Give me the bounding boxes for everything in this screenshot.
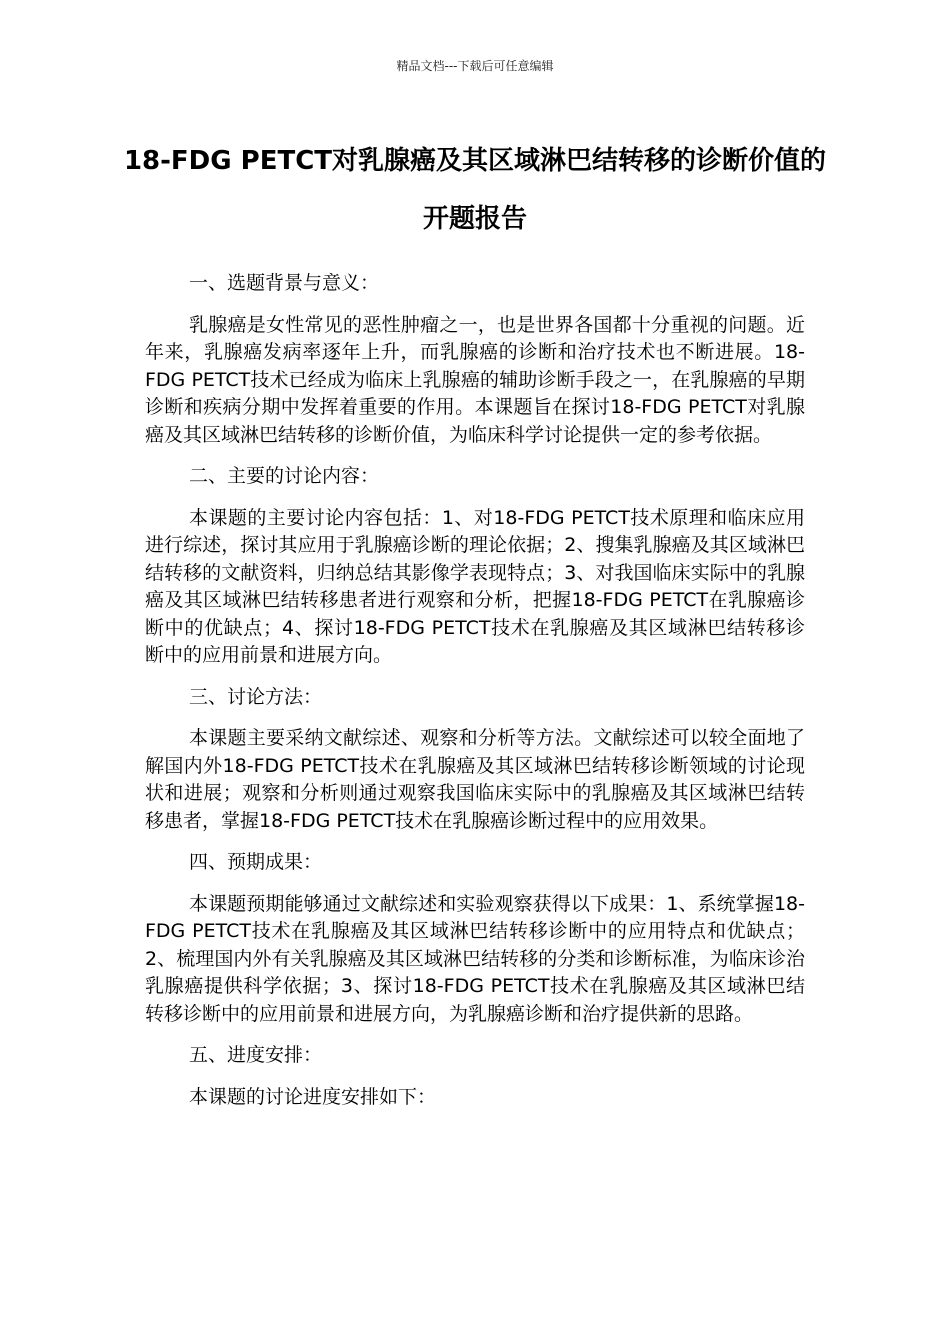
section-paragraph-background: 乳腺癌是女性常见的恶性肿瘤之一，也是世界各国都十分重视的问题。近年来，乳腺癌发病率逐年上升，而乳腺癌的诊断和治疗技术也不断进展。18-FDG PETCT技术已经成为临床上乳腺癌的辅助诊断手段之一，在乳腺癌的早期诊断和疾病分期中发挥着重要的作用。本课题旨在探讨18-FDG PETCT对乳腺癌及其区域淋巴结转移的诊断价值，为临床科学讨论提供一定的参考依据。 xyxy=(145,313,805,446)
document-title: 18-FDG PETCT对乳腺癌及其区域淋巴结转移的诊断价值的开题报告 xyxy=(123,146,827,234)
section-heading-content: 二、主要的讨论内容： xyxy=(189,465,380,487)
section-heading-background: 一、选题背景与意义： xyxy=(189,272,380,294)
section-paragraph-schedule: 本课题的讨论进度安排如下： xyxy=(189,1085,437,1108)
section-heading-schedule: 五、进度安排： xyxy=(189,1044,323,1066)
section-paragraph-content: 本课题的主要讨论内容包括：1、对18-FDG PETCT技术原理和临床应用进行综述，探讨其应用于乳腺癌诊断的理论依据；2、搜集乳腺癌及其区域淋巴结转移的文献资料，归纳总结其影像学表现特点；3、对我国临床实际中的乳腺癌及其区域淋巴结转移患者进行观察和分析，把握18-FDG PETCT在乳腺癌诊断中的优缺点；4、探讨18-FDG PETCT技术在乳腺癌及其区域淋巴结转移诊断中的应用前景和进展方向。 xyxy=(145,506,805,666)
section-heading-methods: 三、讨论方法： xyxy=(189,685,323,708)
section-paragraph-methods: 本课题主要采纳文献综述、观察和分析等方法。文献综述可以较全面地了解国内外18-FDG PETCT技术在乳腺癌及其区域淋巴结转移诊断领域的讨论现状和进展；观察和分析则通过观察我国临床实际中的乳腺癌及其区域淋巴结转移患者，掌握18-FDG PETCT技术在乳腺癌诊断过程中的应用效果。 xyxy=(145,727,805,832)
section-heading-outcomes: 四、预期成果： xyxy=(189,851,323,873)
header-note: 精品文档---下载后可任意编辑 xyxy=(396,59,554,73)
section-paragraph-outcomes: 本课题预期能够通过文献综述和实验观察获得以下成果：1、系统掌握18-FDG PETCT技术在乳腺癌及其区域淋巴结转移诊断中的应用特点和优缺点；2、梳理国内外有关乳腺癌及其区域淋巴结转移的分类和诊断标准，为临床诊治乳腺癌提供科学依据；3、探讨18-FDG PETCT技术在乳腺癌及其区域淋巴结转移诊断中的应用前景和进展方向，为乳腺癌诊断和治疗提供新的思路。 xyxy=(145,892,805,1025)
document-body xyxy=(145,270,805,1125)
